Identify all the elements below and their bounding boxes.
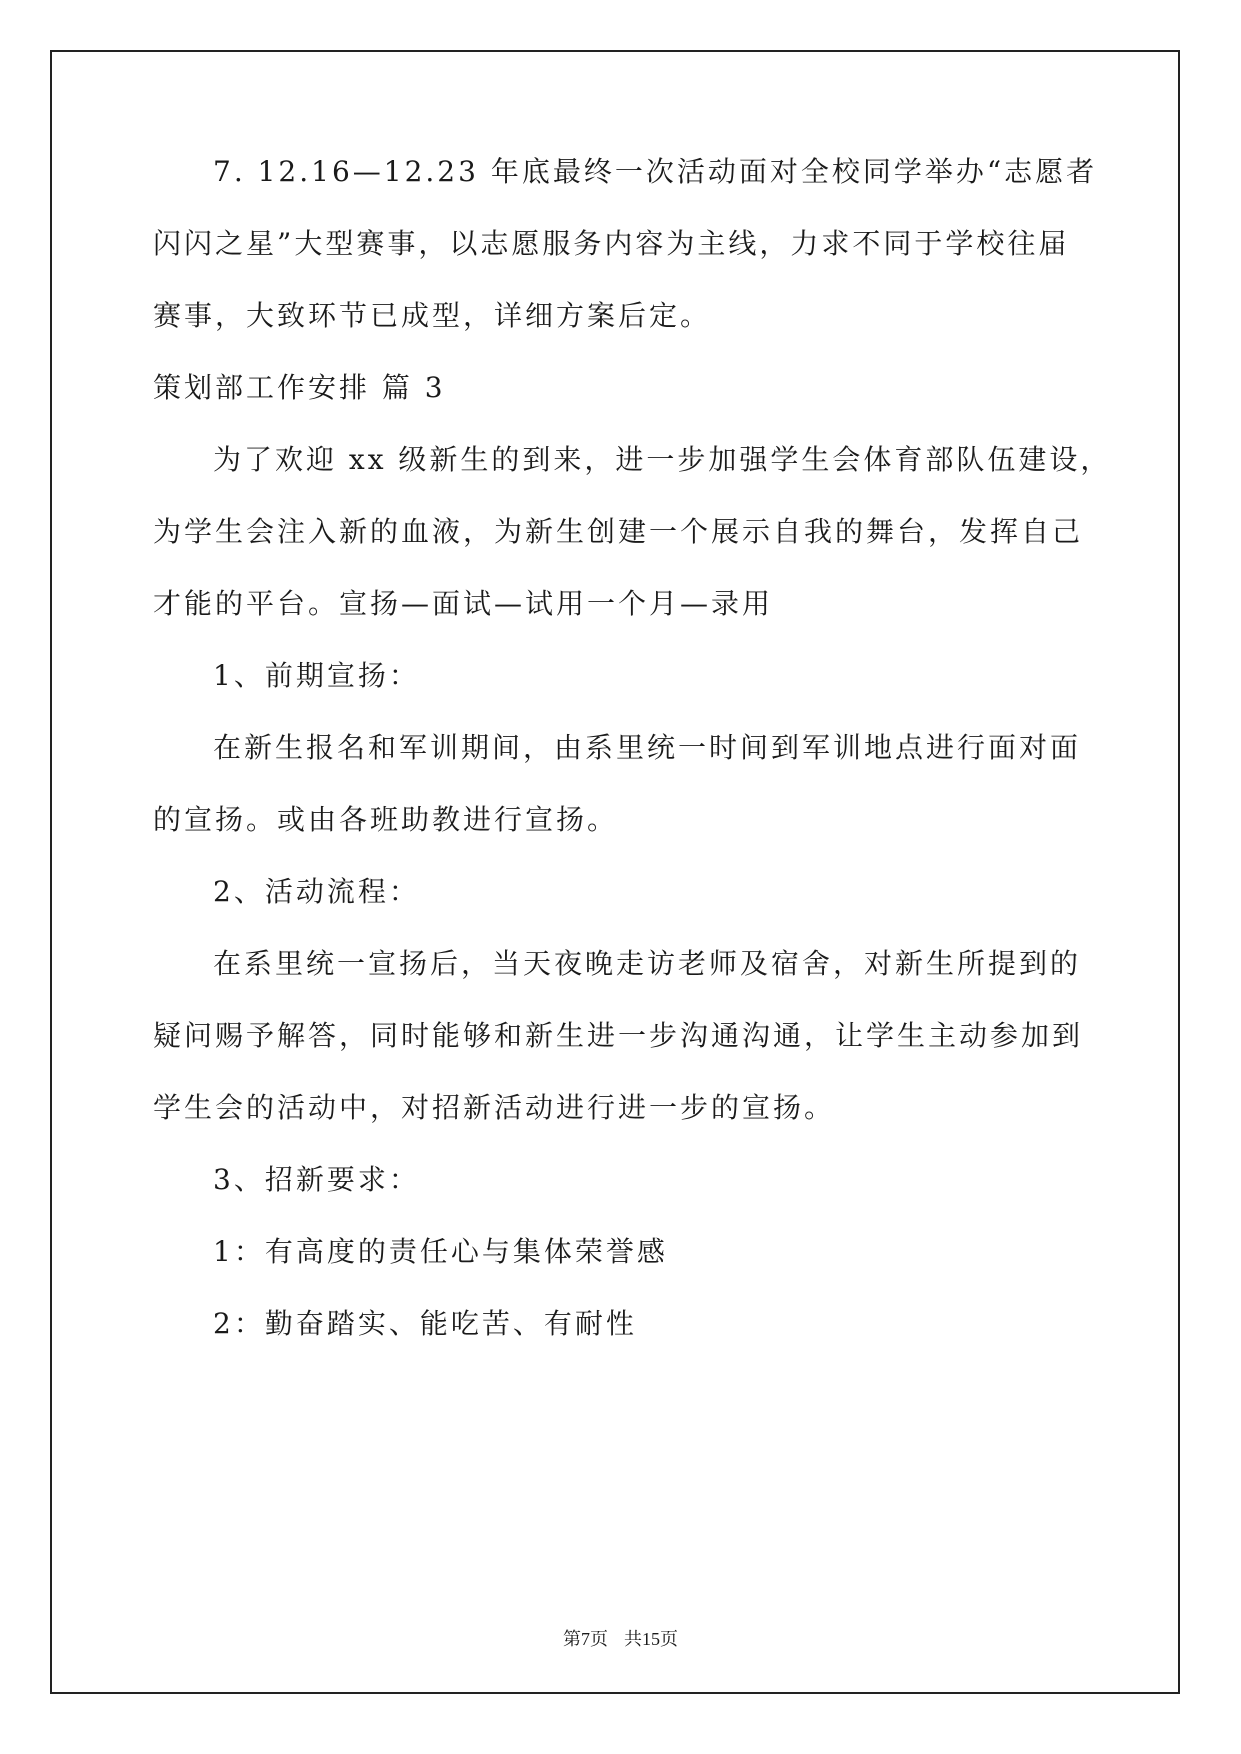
list-item: 2：勤奋踏实、能吃苦、有耐性 bbox=[213, 1307, 637, 1340]
footer-page-suffix: 页 bbox=[590, 1629, 608, 1650]
section-heading: 策划部工作安排 篇 3 bbox=[153, 371, 446, 404]
paragraph-line: 的宣扬。或由各班助教进行宣扬。 bbox=[153, 803, 619, 836]
paragraph-line: 学生会的活动中，对招新活动进行进一步的宣扬。 bbox=[153, 1091, 836, 1124]
paragraph-line: 为学生会注入新的血液，为新生创建一个展示自我的舞台，发挥自己 bbox=[153, 515, 1084, 548]
paragraph-line: 才能的平台。宣扬—面试—试用一个月—录用 bbox=[153, 587, 774, 620]
footer-total-suffix: 页 bbox=[660, 1629, 678, 1650]
paragraph-line: 闪闪之星”大型赛事，以志愿服务内容为主线，力求不同于学校往届 bbox=[153, 227, 1070, 260]
list-heading: 3、招新要求： bbox=[213, 1163, 420, 1196]
list-heading: 2、活动流程： bbox=[213, 875, 420, 908]
paragraph-line: 疑问赐予解答，同时能够和新生进一步沟通沟通，让学生主动参加到 bbox=[153, 1019, 1084, 1052]
paragraph-line: 在系里统一宣扬后，当天夜晚走访老师及宿舍，对新生所提到的 bbox=[213, 947, 1082, 980]
paragraph-line: 为了欢迎 xx 级新生的到来，进一步加强学生会体育部队伍建设， bbox=[213, 443, 1112, 476]
paragraph-line: 7. 12.16—12.23 年底最终一次活动面对全校同学举办“志愿者 bbox=[213, 155, 1098, 188]
footer-total-prefix: 共 bbox=[624, 1629, 642, 1650]
footer-page-total: 15 bbox=[642, 1629, 660, 1649]
paragraph-line: 赛事，大致环节已成型，详细方案后定。 bbox=[153, 299, 712, 332]
list-item: 1：有高度的责任心与集体荣誉感 bbox=[213, 1235, 668, 1268]
footer-page-current: 7 bbox=[581, 1629, 590, 1649]
footer-page-prefix: 第 bbox=[563, 1629, 581, 1650]
list-heading: 1、前期宣扬： bbox=[213, 659, 420, 692]
paragraph-line: 在新生报名和军训期间，由系里统一时间到军训地点进行面对面 bbox=[213, 731, 1082, 764]
page-footer bbox=[0, 1627, 1241, 1652]
